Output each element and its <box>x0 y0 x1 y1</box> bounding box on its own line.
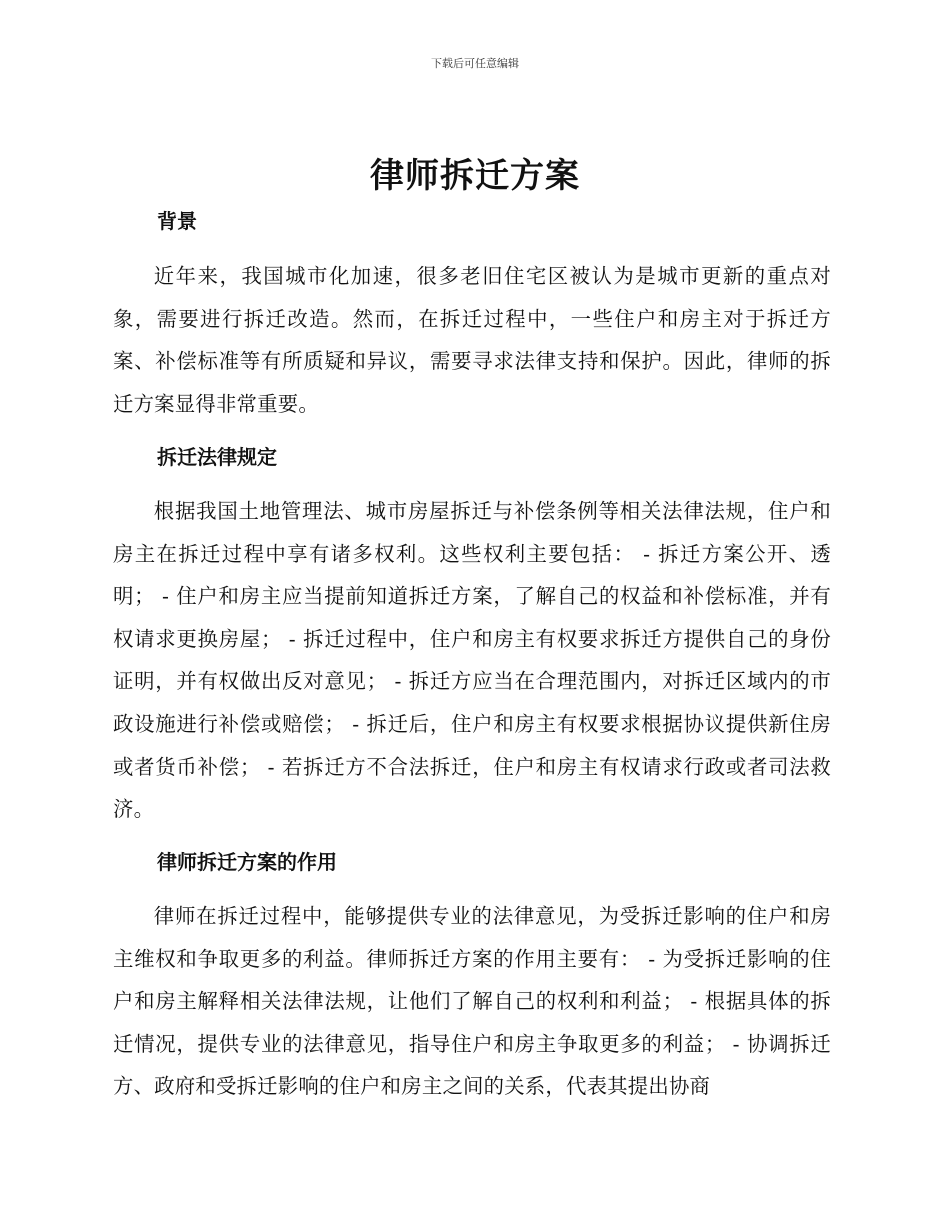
page-header-note: 下载后可任意编辑 <box>431 57 519 70</box>
section-heading-legal-provisions: 拆迁法律规定 <box>157 445 277 469</box>
section-body-legal-provisions: 根据我国土地管理法、城市房屋拆迁与补偿条例等相关法律法规，住户和房主在拆迁过程中享有诸多权利。这些权利主要包括： - 拆迁方案公开、透明； - 住户和房主应当提前知道拆迁方案，了解自己的权益和补偿标准，并有权请求更换房屋； - 拆迁过程中，住户和房主有权要求拆迁方提供自己的身份证明，并有权做出反对意见； - 拆迁方应当在合理范围内，对拆迁区域内的市政设施进行补偿或赔偿； - 拆迁后，住户和房主有权要求根据协议提供新住房或者货币补偿； - 若拆迁方不合法拆迁，住户和房主有权请求行政或者司法救济。 <box>113 499 831 822</box>
section-body-background: 近年来，我国城市化加速，很多老旧住宅区被认为是城市更新的重点对象，需要进行拆迁改造。然而，在拆迁过程中，一些住户和房主对于拆迁方案、补偿标准等有所质疑和异议，需要寻求法律支持和保护。因此，律师的拆迁方案显得非常重要。 <box>113 264 831 416</box>
section-body-lawyer-role: 律师在拆迁过程中，能够提供专业的法律意见，为受拆迁影响的住户和房主维权和争取更多的利益。律师拆迁方案的作用主要有： - 为受拆迁影响的住户和房主解释相关法律法规，让他们了解自己的权利和利益； - 根据具体的拆迁情况，提供专业的法律意见，指导住户和房主争取更多的利益； - 协调拆迁方、政府和受拆迁影响的住户和房主之间的关系，代表其提出协商 <box>113 904 831 1099</box>
document-title: 律师拆迁方案 <box>370 156 580 196</box>
section-heading-lawyer-role: 律师拆迁方案的作用 <box>157 850 337 874</box>
section-heading-background: 背景 <box>157 209 197 233</box>
